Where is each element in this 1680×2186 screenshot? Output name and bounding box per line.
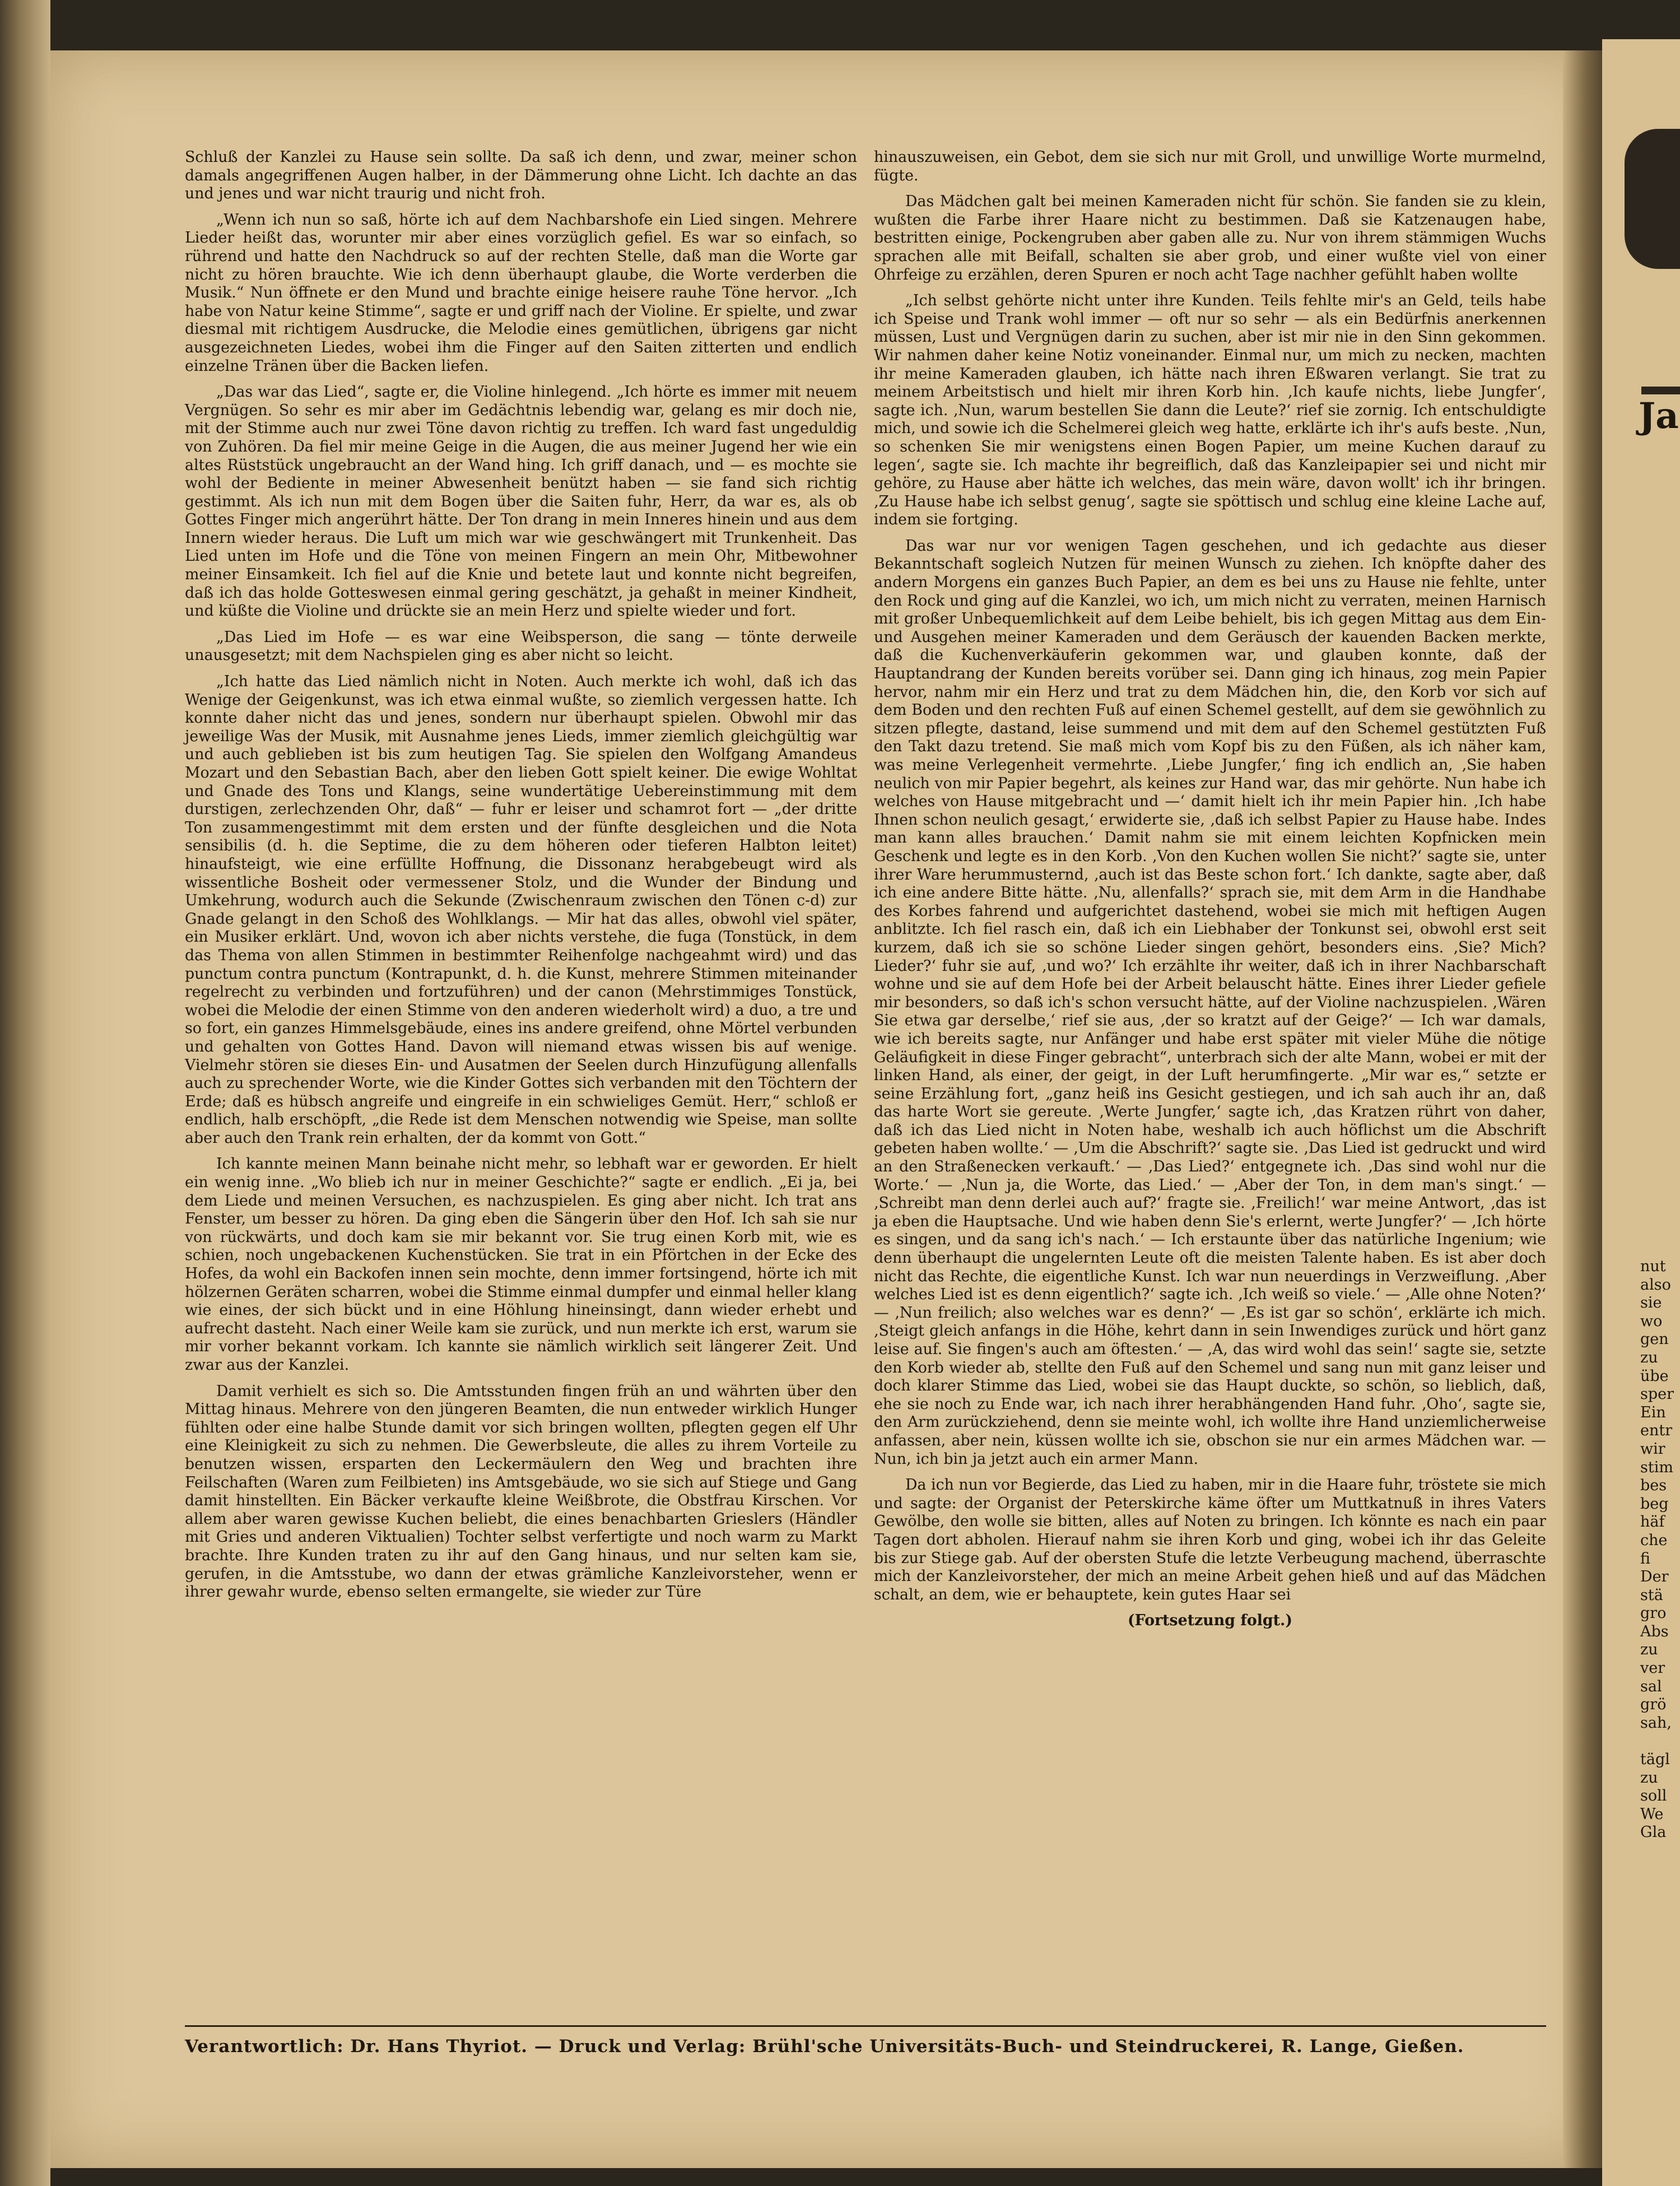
adjacent-page-word: tägl bbox=[1640, 1751, 1670, 1769]
adjacent-page-word: stä bbox=[1640, 1586, 1663, 1604]
adjacent-page-initial-mark bbox=[1625, 129, 1680, 269]
adjacent-page-text bbox=[1640, 1258, 1674, 1842]
footer-rule bbox=[185, 2025, 1546, 2027]
adjacent-page-word: wo bbox=[1640, 1312, 1663, 1330]
adjacent-page-word: also bbox=[1640, 1276, 1671, 1294]
adjacent-page-word: zu bbox=[1640, 1769, 1658, 1787]
adjacent-page-word: sper bbox=[1640, 1385, 1674, 1403]
right-text-column bbox=[874, 148, 1546, 1630]
adjacent-page-word bbox=[1640, 1732, 1674, 1751]
adjacent-page-word: nut bbox=[1640, 1258, 1666, 1275]
adjacent-page-word: fi bbox=[1640, 1550, 1651, 1568]
adjacent-page-word: beg bbox=[1640, 1495, 1669, 1513]
adjacent-page-word: gen bbox=[1640, 1331, 1669, 1348]
adjacent-page-word: stim bbox=[1640, 1458, 1673, 1476]
paragraph: hinauszuweisen, ein Gebot, dem sie sich nur mit Groll, und unwillige Worte murmelnd, fügte. bbox=[874, 148, 1546, 184]
adjacent-page-word: Der bbox=[1640, 1568, 1669, 1586]
adjacent-page-word: zu bbox=[1640, 1641, 1658, 1659]
imprint-footer: Verantwortlich: Dr. Hans Thyriot. — Druck und Verlag: Brühl'sche Universitäts-Buch- und Steindruckerei, R. Lange, Gießen. bbox=[185, 2036, 1464, 2057]
paragraph: „Ich selbst gehörte nicht unter ihre Kunden. Teils fehlte mir's an Geld, teils habe ich Speise und Trank wohl immer — oft nur so sehr — als ein Bedürfnis anerkennen müssen, Lust und Vergnügen darin zu suchen, aber ist mir nie in den Sinn gekommen. Wir nahmen daher keine Notiz voneinander. Einmal nur, um mich zu necken, machten ihr meine Kameraden glauben, ich hätte nach ihren Eßwaren verlangt. Sie trat zu meinem Arbeitstisch und hielt mir ihren Korb hin. ‚Ich kaufe nichts, liebe Jungfer‘, sagte ich. ‚Nun, warum bestellen Sie dann die Leute?‘ rief sie zornig. Ich entschuldigte mich, und sowie ich die Schelmerei gleich weg hatte, erklärte ich ihr's aufs beste. ‚Nun, so schenken Sie mir wenigstens einen Bogen Papier, um meine Kuchen darauf zu legen‘, sagte sie. Ich machte ihr begreiflich, daß das Kanzleipapier sei und nicht mir gehöre, zu Hause aber hätte ich welches, das mein wäre, davon wollt' ich ihr bringen. ‚Zu Hause habe ich selbst genug‘, sagte sie spöttisch und schlug eine kleine Lache auf, indem sie fortging. bbox=[874, 292, 1546, 529]
paragraph: Das war nur vor wenigen Tagen geschehen, und ich gedachte aus dieser Bekanntschaft sogleich Nutzen für meinen Wunsch zu ziehen. Ich knöpfte daher des andern Morgens ein ganzes Buch Papier, an dem es bei uns zu Hause nie fehlte, unter den Rock und ging auf die Kanzlei, wo ich, um mich nicht zu verraten, meinen Harnisch mit großer Unbequemlichkeit auf dem Leibe behielt, bis ich gegen Mittag aus dem Ein- und Ausgehen meiner Kameraden und dem Geräusch der kauenden Backen merkte, daß die Kuchenverkäuferin gekommen war, und glauben konnte, daß der Hauptandrang der Kunden bereits vorüber sei. Dann ging ich hinaus, zog mein Papier hervor, nahm mir ein Herz und trat zu dem Mädchen hin, die, den Korb vor sich auf dem Boden und den rechten Fuß auf einen Schemel gestellt, auf dem sie gewöhnlich zu sitzen pflegte, dastand, leise summend und mit dem auf den Schemel gestützten Fuß den Takt dazu tretend. Sie maß mich vom Kopf bis zu den Füßen, als ich näher kam, was meine Verlegenheit vermehrte. ‚Liebe Jungfer,‘ fing ich endlich an, ‚Sie haben neulich von mir Papier begehrt, als keines zur Hand war, das mir gehörte. Nun habe ich welches von Hause mitgebracht und —‘ damit hielt ich ihr mein Papier hin. ‚Ich habe Ihnen schon neulich gesagt,‘ erwiderte sie, ‚daß ich selbst Papier zu Hause habe. Indes man kann alles brauchen.‘ Damit nahm sie mit einem leichten Kopfnicken mein Geschenk und legte es in den Korb. ‚Von den Kuchen wollen Sie nicht?‘ sagte sie, unter ihrer Ware herummusternd, ‚auch ist das Beste schon fort.‘ Ich dankte, sagte aber, daß ich eine andere Bitte hätte. ‚Nu, allenfalls?‘ sprach sie, mit dem Arm in die Handhabe des Korbes fahrend und aufgerichtet dastehend, wobei sie mich mit heftigen Augen anblitzte. Ich fiel rasch ein, daß ich ein Liebhaber der Tonkunst sei, obwohl erst seit kurzem, daß ich sie so schöne Lieder singen gehört, besonders eins. ‚Sie? Mich? Lieder?‘ fuhr sie auf, ‚und wo?‘ Ich erzählte ihr weiter, daß ich in ihrer Nachbarschaft wohne und sie auf dem Hofe bei der Arbeit belauscht hätte. Eines ihrer Lieder gefiele mir besonders, so daß ich's schon versucht hätte, auf der Violine nachzuspielen. ‚Wären Sie etwa gar derselbe,‘ rief sie aus, ‚der so kratzt auf der Geige?‘ — Ich war damals, wie ich bereits sagte, nur Anfänger und habe erst später mit vieler Mühe die nötige Geläufigkeit in diese Finger gebracht“, unterbrach sich der alte Mann, wobei er mit der linken Hand, als einer, der geigt, in der Luft herumfingerte. „Mir war es,“ setzte er seine Erzählung fort, „ganz heiß ins Gesicht gestiegen, und ich sah auch ihr an, daß das harte Wort sie gereute. ‚Werte Jungfer,‘ sagte ich, ‚das Kratzen rührt von daher, daß ich das Lied nicht in Noten habe, weshalb ich auch höflichst um die Abschrift gebeten haben wollte.‘ — ‚Um die Abschrift?‘ sagte sie. ‚Das Lied ist gedruckt und wird an den Straßenecken verkauft.‘ — ‚Das Lied?‘ entgegnete ich. ‚Das sind wohl nur die Worte.‘ — ‚Nun ja, die Worte, das Lied.‘ — ‚Aber der Ton, in dem man's singt.‘ — ‚Schreibt man denn derlei auch auf?‘ fragte sie. ‚Freilich!‘ war meine Antwort, ‚das ist ja eben die Hauptsache. Und wie haben denn Sie's erlernt, werte Jungfer?‘ — ‚Ich hörte es singen, und da sang ich's nach.‘ — Ich erstaunte über das natürliche Ingenium; wie denn überhaupt die ungelernten Leute oft die meisten Talente haben. Es ist aber doch nicht das Rechte, die eigentliche Kunst. Ich war nun neuerdings in Verzweiflung. ‚Aber welches Lied ist es denn eigentlich?‘ sagte ich. ‚Ich weiß so viele.‘ — ‚Alle ohne Noten?‘ — ‚Nun freilich; also welches war es denn?‘ — ‚Es ist gar so schön‘, erklärte ich mich. ‚Steigt gleich anfangs in die Höhe, kehrt dann in sein Inwendiges zurück und hört ganz leise auf. Sie fingen's auch am öftesten.‘ — ‚A, das wird wohl das sein!‘ sagte sie, setzte den Korb wieder ab, stellte den Fuß auf den Schemel und sang nun mit ganz leiser und doch klarer Stimme das Lied, wobei sie das Haupt duckte, so schön, so lieblich, daß, ehe sie noch zu Ende war, ich nach ihrer herabhängenden Hand fuhr. ‚Oho‘, sagte sie, den Arm zurückziehend, denn sie meinte wohl, ich wollte ihre Hand unziemlicherweise anfassen, aber nein, küssen wollte ich sie, obschon sie nur ein armes Mädchen war. — Nun, ich bin ja jetzt auch ein armer Mann. bbox=[874, 537, 1546, 1468]
paragraph: „Das war das Lied“, sagte er, die Violine hinlegend. „Ich hörte es immer mit neuem Vergnügen. So sehr es mir aber im Gedächtnis lebendig war, gelang es mir doch nie, mit der Stimme auch nur zwei Töne davon richtig zu treffen. Ich ward fast ungeduldig von Zuhören. Da fiel mir meine Geige in die Augen, die aus meiner Jugend her wie ein altes Rüststück ungebraucht an der Wand hing. Ich griff danach, und — es mochte sie wohl der Bediente in meiner Abwesenheit benützt haben — sie fand sich richtig gestimmt. Als ich nun mit dem Bogen über die Saiten fuhr, Herr, da war es, als ob Gottes Finger mich angerührt hätte. Der Ton drang in mein Inneres hinein und aus dem Innern wieder heraus. Die Luft um mich war wie geschwängert mit Trunkenheit. Das Lied unten im Hofe und die Töne von meinen Fingern an mein Ohr, Mitbewohner meiner Einsamkeit. Ich fiel auf die Knie und betete laut und konnte nicht begreifen, daß ich das holde Gotteswesen einmal gering geschätzt, ja gehaßt in meiner Kindheit, und küßte die Violine und drückte sie an mein Herz und spielte wieder und fort. bbox=[185, 383, 857, 620]
paragraph: „Ich hatte das Lied nämlich nicht in Noten. Auch merkte ich wohl, daß ich das Wenige der Geigenkunst, was ich etwa einmal wußte, so ziemlich vergessen hatte. Ich konnte daher nicht das und jenes, sondern nur überhaupt spielen. Obwohl mir das jeweilige Was der Musik, mit Ausnahme jenes Lieds, immer ziemlich gleichgültig war und auch geblieben ist bis zum heutigen Tag. Sie spielen den Wolfgang Amandeus Mozart und den Sebastian Bach, aber den lieben Gott spielt keiner. Die ewige Wohltat und Gnade des Tons und Klangs, seine wundertätige Uebereinstimmung mit dem durstigen, zerlechzenden Ohr, daß“ — fuhr er leiser und schamrot fort — „der dritte Ton zusammengestimmt mit dem ersten und der fünfte desgleichen und die Nota sensibilis (d. h. die Septime, die zu dem höheren oder tieferen Halbton leitet) hinaufsteigt, wie eine erfüllte Hoffnung, die Dissonanz herabgebeugt wird als wissentliche Bosheit oder vermessener Stolz, und die Wunder der Bindung und Umkehrung, wodurch auch die Sekunde (Zwischenraum zwischen den Tönen c-d) zur Gnade gelangt in den Schoß des Wohlklangs. — Mir hat das alles, obwohl viel später, ein Musiker erklärt. Und, wovon ich aber nichts verstehe, die fuga (Tonstück, in dem das Thema von allen Stimmen in bestimmter Reihenfolge nachgeahmt wird) und das punctum contra punctum (Kontrapunkt, d. h. die Kunst, mehrere Stimmen miteinander regelrecht zu verbinden und fortzuführen) und der canon (Mehrstimmiges Tonstück, wobei die Melodie der einen Stimme von den anderen wiederholt wird) a duo, a tre und so fort, ein ganzes Himmelsgebäude, eines ins andere greifend, ohne Mörtel verbunden und gehalten von Gottes Hand. Davon will niemand etwas wissen bis auf wenige. Vielmehr stören sie dieses Ein- und Ausatmen der Seelen durch Hinzufügung allenfalls auch zu sprechender Worte, wie die Kinder Gottes sich verbanden mit den Töchtern der Erde; daß es hübsch angreife und eingreife in ein schwieliges Gemüt. Herr,“ schloß er endlich, halb erschöpft, „die Rede ist dem Menschen notwendig wie Speise, man sollte aber auch den Trank rein erhalten, der da kommt von Gott.“ bbox=[185, 673, 857, 1147]
adjacent-page-heading: Ja bbox=[1639, 395, 1679, 437]
adjacent-page-rule bbox=[1641, 387, 1680, 394]
adjacent-page-word: Gla bbox=[1640, 1824, 1667, 1841]
adjacent-page-word: zu bbox=[1640, 1348, 1658, 1366]
adjacent-page-word: wir bbox=[1640, 1440, 1665, 1458]
adjacent-page-word: häf bbox=[1640, 1513, 1665, 1531]
left-text-column bbox=[185, 148, 857, 1610]
adjacent-page-word: soll bbox=[1640, 1787, 1667, 1805]
left-page-edge bbox=[0, 0, 50, 2186]
adjacent-page bbox=[1602, 39, 1680, 2186]
adjacent-page-word: übe bbox=[1640, 1367, 1669, 1385]
paragraph: „Das Lied im Hofe — es war eine Weibsperson, die sang — tönte derweile unausgesetzt; mit dem Nachspielen ging es aber nicht so leicht. bbox=[185, 628, 857, 664]
paragraph: Da ich nun vor Begierde, das Lied zu haben, mir in die Haare fuhr, tröstete sie mich und sagte: der Organist der Peterskirche käme öfter um Muttkatnuß in ihres Vaters Gewölbe, den wolle sie bitten, alles auf Noten zu bringen. Ich könnte es nach ein paar Tagen dort abholen. Hierauf nahm sie ihren Korb und ging, wobei ich ihr das Geleite bis zur Stiege gab. Auf der obersten Stufe die letzte Verbeugung machend, überraschte mich der Kanzleivorsteher, der mich an meine Arbeit gehen hieß und auf das Mädchen schalt, an dem, wie er behauptete, kein gutes Haar sei bbox=[874, 1476, 1546, 1603]
adjacent-page-word: We bbox=[1640, 1805, 1664, 1823]
adjacent-page-word: entr bbox=[1640, 1422, 1673, 1440]
adjacent-page-word: sie bbox=[1640, 1294, 1662, 1312]
adjacent-page-word: grö bbox=[1640, 1696, 1667, 1714]
adjacent-page-word: sal bbox=[1640, 1677, 1662, 1695]
paragraph: Schluß der Kanzlei zu Hause sein sollte. Da saß ich denn, und zwar, meiner schon damals angegriffenen Augen halber, in der Dämmerung ohne Licht. Ich dachte an das und jenes und war nicht traurig und nicht froh. bbox=[185, 148, 857, 203]
paragraph: Das Mädchen galt bei meinen Kameraden nicht für schön. Sie fanden sie zu klein, wußten die Farbe ihrer Haare nicht zu bestimmen. Daß sie Katzenaugen habe, bestritten einige, Pockengruben aber gaben alle zu. Nur von ihrem stämmigen Wuchs sprachen alle mit Beifall, schalten sie aber grob, und einer wußte viel von einer Ohrfeige zu erzählen, deren Spuren er noch acht Tage nachher gefühlt haben wollte bbox=[874, 193, 1546, 283]
adjacent-page-word: Ein bbox=[1640, 1403, 1666, 1421]
paragraph: „Wenn ich nun so saß, hörte ich auf dem Nachbarshofe ein Lied singen. Mehrere Lieder heißt das, worunter mir aber eines vorzüglich gefiel. Es war so einfach, so rührend und hatte den Nachdruck so auf der rechten Stelle, daß man die Worte gar nicht zu hören brauchte. Wie ich denn überhaupt glaube, die Worte verderben die Musik.“ Nun öffnete er den Mund und brachte einige heisere rauhe Töne hervor. „Ich habe von Natur keine Stimme“, sagte er und griff nach der Violine. Er spielte, und zwar diesmal mit richtigem Ausdrucke, die Melodie eines gemütlichen, übrigens gar nicht ausgezeichneten Liedes, wobei ihm die Finger auf den Saiten zitterten und endlich einzelne Tränen über die Backen liefen. bbox=[185, 211, 857, 375]
adjacent-page-word: ver bbox=[1640, 1659, 1665, 1677]
adjacent-page-word: sah, bbox=[1640, 1714, 1672, 1732]
adjacent-page-word: bes bbox=[1640, 1477, 1667, 1495]
continuation-note: (Fortsetzung folgt.) bbox=[1127, 1612, 1293, 1630]
adjacent-page-word: che bbox=[1640, 1531, 1668, 1549]
adjacent-page-word: Abs bbox=[1640, 1622, 1669, 1640]
adjacent-page-word: gro bbox=[1640, 1604, 1667, 1622]
paragraph: Ich kannte meinen Mann beinahe nicht mehr, so lebhaft war er geworden. Er hielt ein wenig inne. „Wo blieb ich nur in meiner Geschichte?“ sagte er endlich. „Ei ja, bei dem Liede und meinen Versuchen, es nachzuspielen. Es ging aber nicht. Ich trat ans Fenster, um besser zu hören. Da ging eben die Sängerin über den Hof. Ich sah sie nur von rückwärts, und doch kam sie mir bekannt vor. Sie trug einen Korb mit, wie es schien, noch ungebackenen Kuchenstücken. Sie trat in ein Pförtchen in der Ecke des Hofes, da wohl ein Backofen innen sein mochte, denn immer fortsingend, hörte ich mit hölzernen Geräten scharren, wobei die Stimme einmal dumpfer und einmal heller klang wie eines, der sich bückt und in eine Höhlung hineinsingt, dann wieder erhebt und aufrecht dasteht. Nach einer Weile kam sie zurück, und nun merkte ich erst, warum sie mir vorher bekannt vorkam. Ich kannte sie nämlich wirklich seit längerer Zeit. Und zwar aus der Kanzlei. bbox=[185, 1155, 857, 1374]
paragraph: Damit verhielt es sich so. Die Amtsstunden fingen früh an und währten über den Mittag hinaus. Mehrere von den jüngeren Beamten, die nun entweder wirklich Hunger fühlten oder eine halbe Stunde damit vor sich bringen wollten, pflegten gegen elf Uhr eine Kleinigkeit zu sich zu nehmen. Die Gewerbsleute, die alles zu ihrem Vorteile zu benutzen wissen, ersparten den Leckermäulern den Weg und brachten ihre Feilschaften (Waren zum Feilbieten) ins Amtsgebäude, wo sie sich auf Stiege und Gang damit hinstellten. Ein Bäcker verkaufte kleine Weißbrote, die Obstfrau Kirschen. Vor allem aber waren gewisse Kuchen beliebt, die eines benachbarten Grieslers (Händler mit Gries und anderen Viktualien) Tochter selbst verfertigte und noch warm zu Markt brachte. Ihre Kunden traten zu ihr auf den Gang hinaus, und nur selten kam sie, gerufen, in die Amtsstube, wo dann der etwas grämliche Kanzleivorsteher, wenn er ihrer gewahr wurde, ebenso selten ermangelte, sie wieder zur Türe bbox=[185, 1382, 857, 1601]
